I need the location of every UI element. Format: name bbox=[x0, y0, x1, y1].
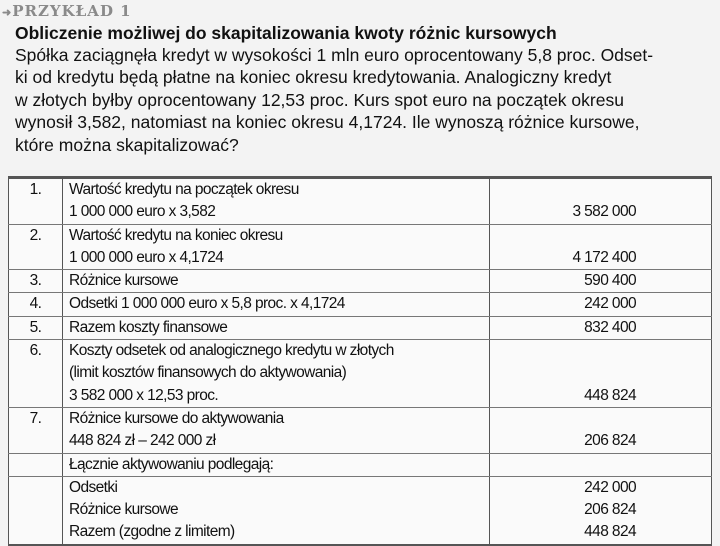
row-description bbox=[63, 476, 490, 499]
table-row bbox=[9, 293, 712, 316]
row-number: 2. bbox=[9, 224, 63, 270]
table-row bbox=[9, 340, 712, 408]
description-line: Wartość kredytu na początek okresu bbox=[69, 181, 299, 198]
row-value: 206 824 bbox=[490, 499, 712, 521]
description-line: 3 582 000 x 12,53 proc. bbox=[69, 386, 219, 404]
row-description bbox=[63, 293, 490, 316]
row-number: 6. bbox=[9, 340, 63, 408]
row-value: 242 000 bbox=[490, 476, 712, 499]
body-line: w złotych byłby oprocentowany 12,53 proc. Kurs spot euro na początek okresu bbox=[15, 89, 624, 110]
description-line: Odsetki 1 000 000 euro x 5,8 proc. x 4,1724 bbox=[69, 295, 345, 313]
description-line: Łącznie aktywowaniu podlegają: bbox=[69, 455, 274, 473]
description-line: Różnice kursowe bbox=[69, 272, 179, 290]
description-line: Razem koszty finansowe bbox=[69, 318, 228, 336]
row-number: 3. bbox=[9, 270, 63, 293]
row-description bbox=[63, 407, 490, 453]
body-line: ki od kredytu będą płatne na koniec okresu kredytowania. Analogiczny kredyt bbox=[15, 67, 612, 88]
row-description bbox=[63, 521, 490, 544]
table-row bbox=[9, 476, 712, 499]
row-value: 242 000 bbox=[490, 293, 712, 316]
row-value: 448 824 bbox=[490, 340, 712, 408]
row-description bbox=[63, 178, 490, 225]
row-description bbox=[63, 316, 490, 339]
row-value: 3 582 000 bbox=[490, 178, 712, 225]
row-value: 590 400 bbox=[490, 270, 712, 293]
calculation-table bbox=[8, 176, 712, 546]
table-row bbox=[9, 521, 712, 544]
row-value bbox=[490, 453, 712, 476]
description-line: 448 824 zł – 242 000 zł bbox=[69, 432, 216, 450]
row-value: 206 824 bbox=[490, 407, 712, 453]
table-row bbox=[9, 224, 712, 270]
example-label-text: PRZYKŁAD 1 bbox=[12, 2, 132, 20]
row-value: 448 824 bbox=[490, 521, 712, 544]
description-line: Wartość kredytu na koniec okresu bbox=[69, 226, 283, 244]
description-line: Różnice kursowe do aktywowania bbox=[69, 409, 284, 427]
row-description bbox=[63, 453, 490, 476]
description-line: 1 000 000 euro x 3,582 bbox=[69, 203, 216, 221]
table-row bbox=[9, 178, 712, 225]
table-row bbox=[9, 270, 712, 293]
row-description bbox=[63, 340, 490, 408]
row-description bbox=[63, 224, 490, 270]
description-line: 1 000 000 euro x 4,1724 bbox=[69, 248, 224, 266]
table-row bbox=[9, 316, 712, 339]
example-label bbox=[2, 2, 132, 20]
row-value: 4 172 400 bbox=[490, 224, 712, 270]
body-line: które można skapitalizować? bbox=[15, 134, 239, 155]
row-value: 832 400 bbox=[490, 316, 712, 339]
row-number bbox=[9, 521, 63, 544]
row-description bbox=[63, 270, 490, 293]
row-number bbox=[9, 476, 63, 499]
body-line: wynosił 3,582, natomiast na koniec okresu 4,1724. Ile wynoszą różnice kursowe, bbox=[15, 112, 640, 133]
body-line: Spółka zaciągnęła kredyt w wysokości 1 mln euro oprocentowany 5,8 proc. Odset- bbox=[15, 45, 654, 65]
table-row bbox=[9, 499, 712, 521]
arrow-right-icon: ➜ bbox=[2, 6, 12, 19]
row-number: 1. bbox=[9, 178, 63, 225]
row-number bbox=[9, 499, 63, 521]
description-line: Różnice kursowe bbox=[69, 501, 179, 519]
row-number: 7. bbox=[9, 407, 63, 453]
description-line: (limit kosztów finansowych do aktywowania) bbox=[69, 364, 347, 382]
row-number: 4. bbox=[9, 293, 63, 316]
description-line: Razem (zgodne z limitem) bbox=[69, 523, 235, 541]
row-description bbox=[63, 499, 490, 521]
table-row bbox=[9, 407, 712, 453]
example-title: Obliczenie możliwej do skapitalizowania kwoty różnic kursowych bbox=[15, 23, 557, 43]
example-body bbox=[15, 44, 653, 156]
description-line: Koszty odsetek od analogicznego kredytu w złotych bbox=[69, 342, 394, 360]
table-row bbox=[9, 453, 712, 476]
row-number bbox=[9, 453, 63, 476]
description-line: Odsetki bbox=[69, 478, 118, 496]
row-number: 5. bbox=[9, 316, 63, 339]
